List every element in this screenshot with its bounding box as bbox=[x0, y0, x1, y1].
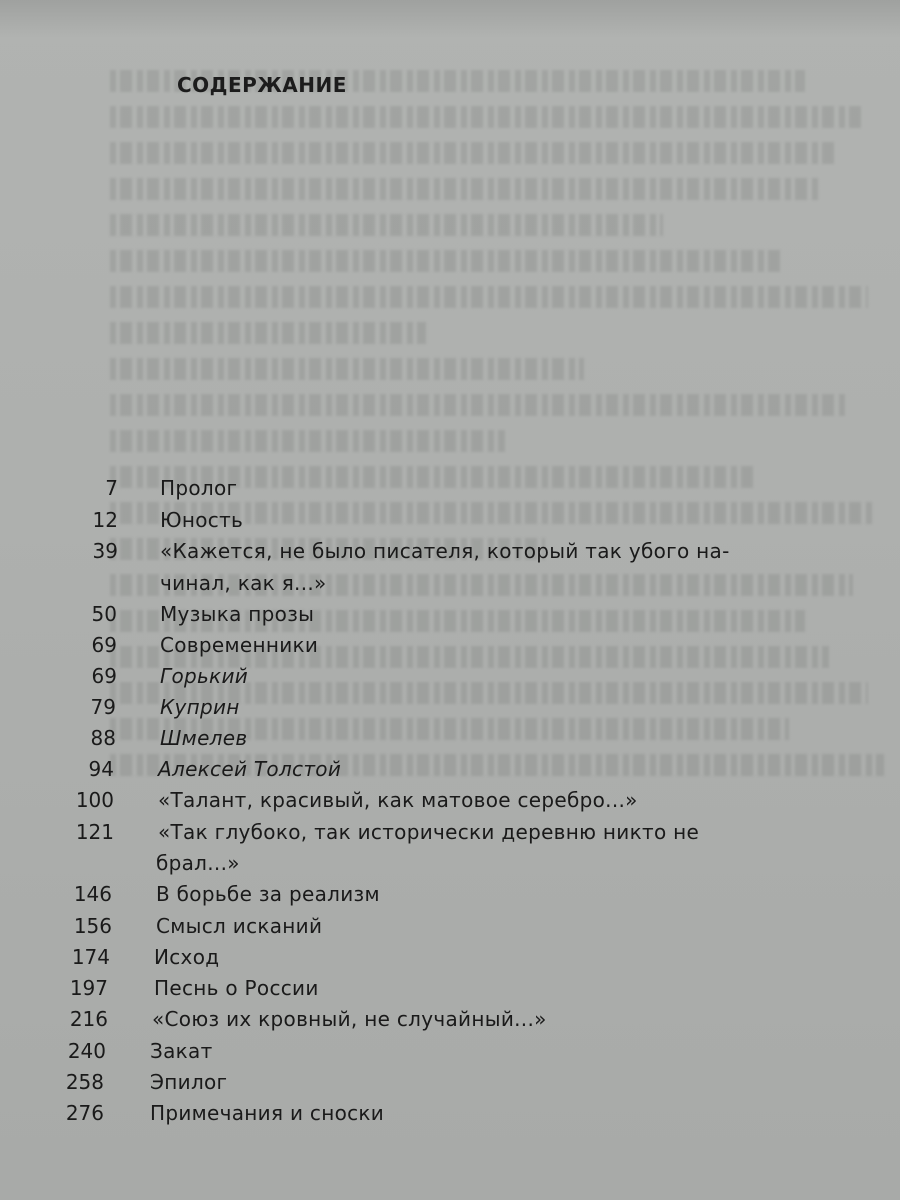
toc-page-number: 121 bbox=[75, 820, 114, 844]
toc-entry bbox=[0, 476, 900, 508]
toc-title: В борьбе за реализм bbox=[156, 882, 380, 906]
toc-page-number: 276 bbox=[65, 1101, 104, 1125]
toc-page-number: 146 bbox=[73, 882, 112, 906]
toc-entry bbox=[0, 695, 900, 727]
toc-title: Юность bbox=[160, 508, 244, 532]
toc-title: Примечания и сноски bbox=[150, 1101, 385, 1125]
toc-title: Смысл исканий bbox=[156, 914, 323, 938]
toc-entry bbox=[0, 539, 900, 571]
toc-page-number: 94 bbox=[88, 757, 114, 781]
toc-title-continuation: чинал, как я...» bbox=[160, 571, 327, 595]
toc-page-number: 39 bbox=[92, 539, 118, 563]
toc-title: Песнь о России bbox=[154, 976, 319, 1000]
toc-entry-continuation bbox=[0, 571, 900, 603]
toc-entry bbox=[0, 788, 900, 820]
toc-title: Алексей Толстой bbox=[158, 757, 342, 781]
toc-entry bbox=[0, 1070, 900, 1102]
toc-title: Исход bbox=[154, 945, 220, 969]
page-top-edge bbox=[0, 0, 900, 38]
toc-entry bbox=[0, 508, 900, 540]
toc-page-number: 100 bbox=[75, 788, 114, 812]
toc-page-number: 216 bbox=[69, 1007, 108, 1031]
toc-entry bbox=[0, 976, 900, 1008]
toc-title: Музыка прозы bbox=[160, 602, 315, 626]
toc-title: Куприн bbox=[160, 695, 240, 719]
toc-entry bbox=[0, 820, 900, 852]
toc-entry bbox=[0, 664, 900, 696]
toc-page-number: 258 bbox=[65, 1070, 104, 1094]
toc-entry bbox=[0, 602, 900, 634]
toc-entry bbox=[0, 1039, 900, 1071]
toc-page-number: 174 bbox=[71, 945, 110, 969]
toc-title: «Так глубоко, так исторически деревню никто не bbox=[158, 820, 700, 844]
toc-page-number: 69 bbox=[91, 633, 117, 657]
toc-title-continuation: брал...» bbox=[156, 851, 240, 875]
toc-entry bbox=[0, 882, 900, 914]
toc-page-number: 197 bbox=[69, 976, 108, 1000]
toc-entry bbox=[0, 726, 900, 758]
toc-entry bbox=[0, 914, 900, 946]
toc-entry bbox=[0, 633, 900, 665]
toc-entry bbox=[0, 757, 900, 789]
toc-page-number: 88 bbox=[90, 726, 116, 750]
toc-page-number: 156 bbox=[73, 914, 112, 938]
toc-page-number: 12 bbox=[92, 508, 118, 532]
toc-title: «Талант, красивый, как матовое серебро...» bbox=[158, 788, 638, 812]
toc-title: Шмелев bbox=[160, 726, 248, 750]
toc-page-number: 7 bbox=[105, 476, 118, 500]
toc-page-number: 240 bbox=[67, 1039, 106, 1063]
toc-title: Пролог bbox=[160, 476, 238, 500]
toc-title: Современники bbox=[160, 633, 319, 657]
toc-page-number: 50 bbox=[91, 602, 117, 626]
toc-entry bbox=[0, 1101, 900, 1133]
toc-title: «Союз их кровный, не случайный...» bbox=[152, 1007, 547, 1031]
toc-title: Эпилог bbox=[150, 1070, 228, 1094]
toc-title: Горький bbox=[160, 664, 249, 688]
toc-entry-continuation bbox=[0, 851, 900, 883]
toc-page-number: 69 bbox=[91, 664, 117, 688]
toc-title: «Кажется, не было писателя, который так убого на- bbox=[160, 539, 730, 563]
toc-entry bbox=[0, 1007, 900, 1039]
toc-entry bbox=[0, 945, 900, 977]
contents-heading: СОДЕРЖАНИЕ bbox=[177, 73, 347, 97]
toc-title: Закат bbox=[150, 1039, 213, 1063]
toc-page-number: 79 bbox=[90, 695, 116, 719]
